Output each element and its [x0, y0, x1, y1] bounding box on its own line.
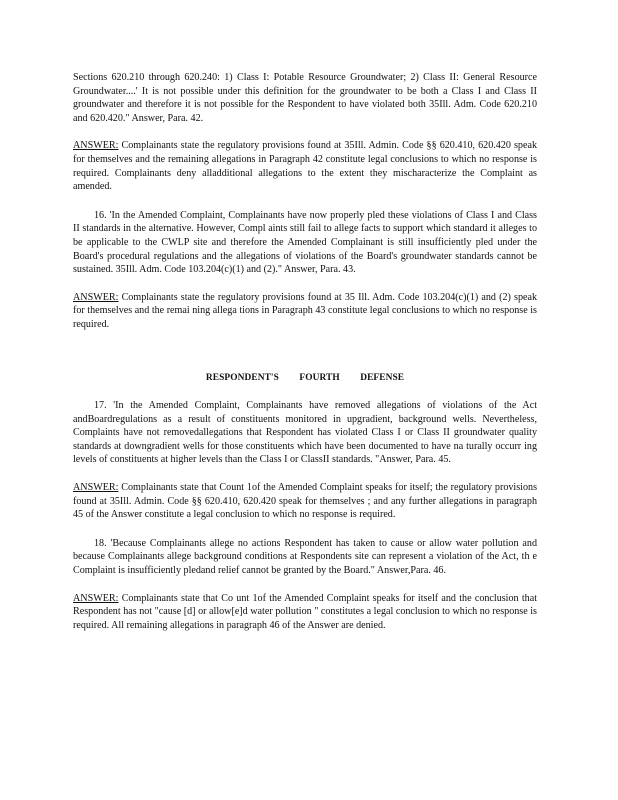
answer-45 [73, 481, 537, 522]
answer-43 [73, 291, 537, 332]
answer-label: ANSWER: [73, 291, 119, 303]
answer-label: ANSWER: [73, 592, 119, 604]
document-body [73, 71, 537, 632]
answer-42 [73, 139, 537, 193]
answer-label: ANSWER: [73, 140, 119, 152]
answer-text: Complainants state the regulatory provisions found at 35Ill. Admin. Code §§ 620.410, 620.420 speak for themselves and the remaining allegations in Paragraph 42 constitute legal conclusions to which no response is required. Complainants deny alladditional allegations to the extent they mischaracterize the Complaint as amended. [73, 140, 537, 193]
paragraph-continuation: Sections 620.210 through 620.240: 1) Class I: Potable Resource Groundwater; 2) Class II: General Resource Groundwater....' It is not possible under this definition for the groundwater to be both a Class I and Class II groundwater and therefore it is not possible for the Respondent to have violated both 35Ill. Adm. Code 620.210 and 620.420." Answer, Para. 42. [73, 72, 537, 124]
answer-46 [73, 592, 537, 633]
answer-text: Complainants state the regulatory provisions found at 35 Ill. Adm. Code 103.204(c)(1) and (2) speak for themselves and the remai ning allega tions in Paragraph 43 constitute legal conclusions to which no response is required. [73, 291, 537, 330]
paragraph-16: 16. 'In the Amended Complaint, Complainants have now properly pled these violations of Class I and Class II standards in the alternative. However, Compl aints still fail to allege facts to support which standard it alleges to be applicable to the CWLP site and therefore the Amended Complainant is still insufficiently pled under the Board's procedural regulations and the allegations of violations of the Board's groundwater standards cannot be sustained. 35Ill. Adm. Code 103.204(c)(1) and (2)." Answer, Para. 43. [73, 209, 537, 276]
section-heading: RESPONDENT'S FOURTH DEFENSE [205, 372, 405, 383]
paragraph-17: 17. 'In the Amended Complaint, Complainants have removed allegations of violations of the Act andBoardregulations as a result of constituents monitored in upgradient, background wells. Nevertheless, Complaints have not removedallegations that Respondent has violated Class I or Class II groundwater quality standards at downgradient wells for those constituents which have been documented to have na turally occurr ing levels of constituents at higher levels than the Class I or ClassII standards. "Answer, Para. 45. [73, 400, 537, 466]
answer-label: ANSWER: [73, 482, 119, 494]
paragraph-18: 18. 'Because Complainants allege no actions Respondent has taken to cause or allow water pollution and because Complainants allege background conditions at Respondents site can represent a violation of the Act, th e Complaint is insufficiently pledand relief cannot be granted by the Board." Answer,Para. 46. [73, 537, 537, 577]
answer-text: Complainants state that Co unt 1of the Amended Complaint speaks for itself and the conclusion that Respondent has not "cause [d] or allow[e]d water pollution " constitutes a legal conclusion to which no response is required. All remaining allegations in paragraph 46 of the Answer are denied. [73, 592, 537, 631]
answer-text: Complainants state that Count 1of the Amended Complaint speaks for itself; the regulatory provisions found at 35Ill. Admin. Code §§ 620.410, 620.420 speak for themselves ; and any further allegations in paragraph 45 of the Answer constitute a legal conclusion to which no response is required. [73, 482, 537, 521]
